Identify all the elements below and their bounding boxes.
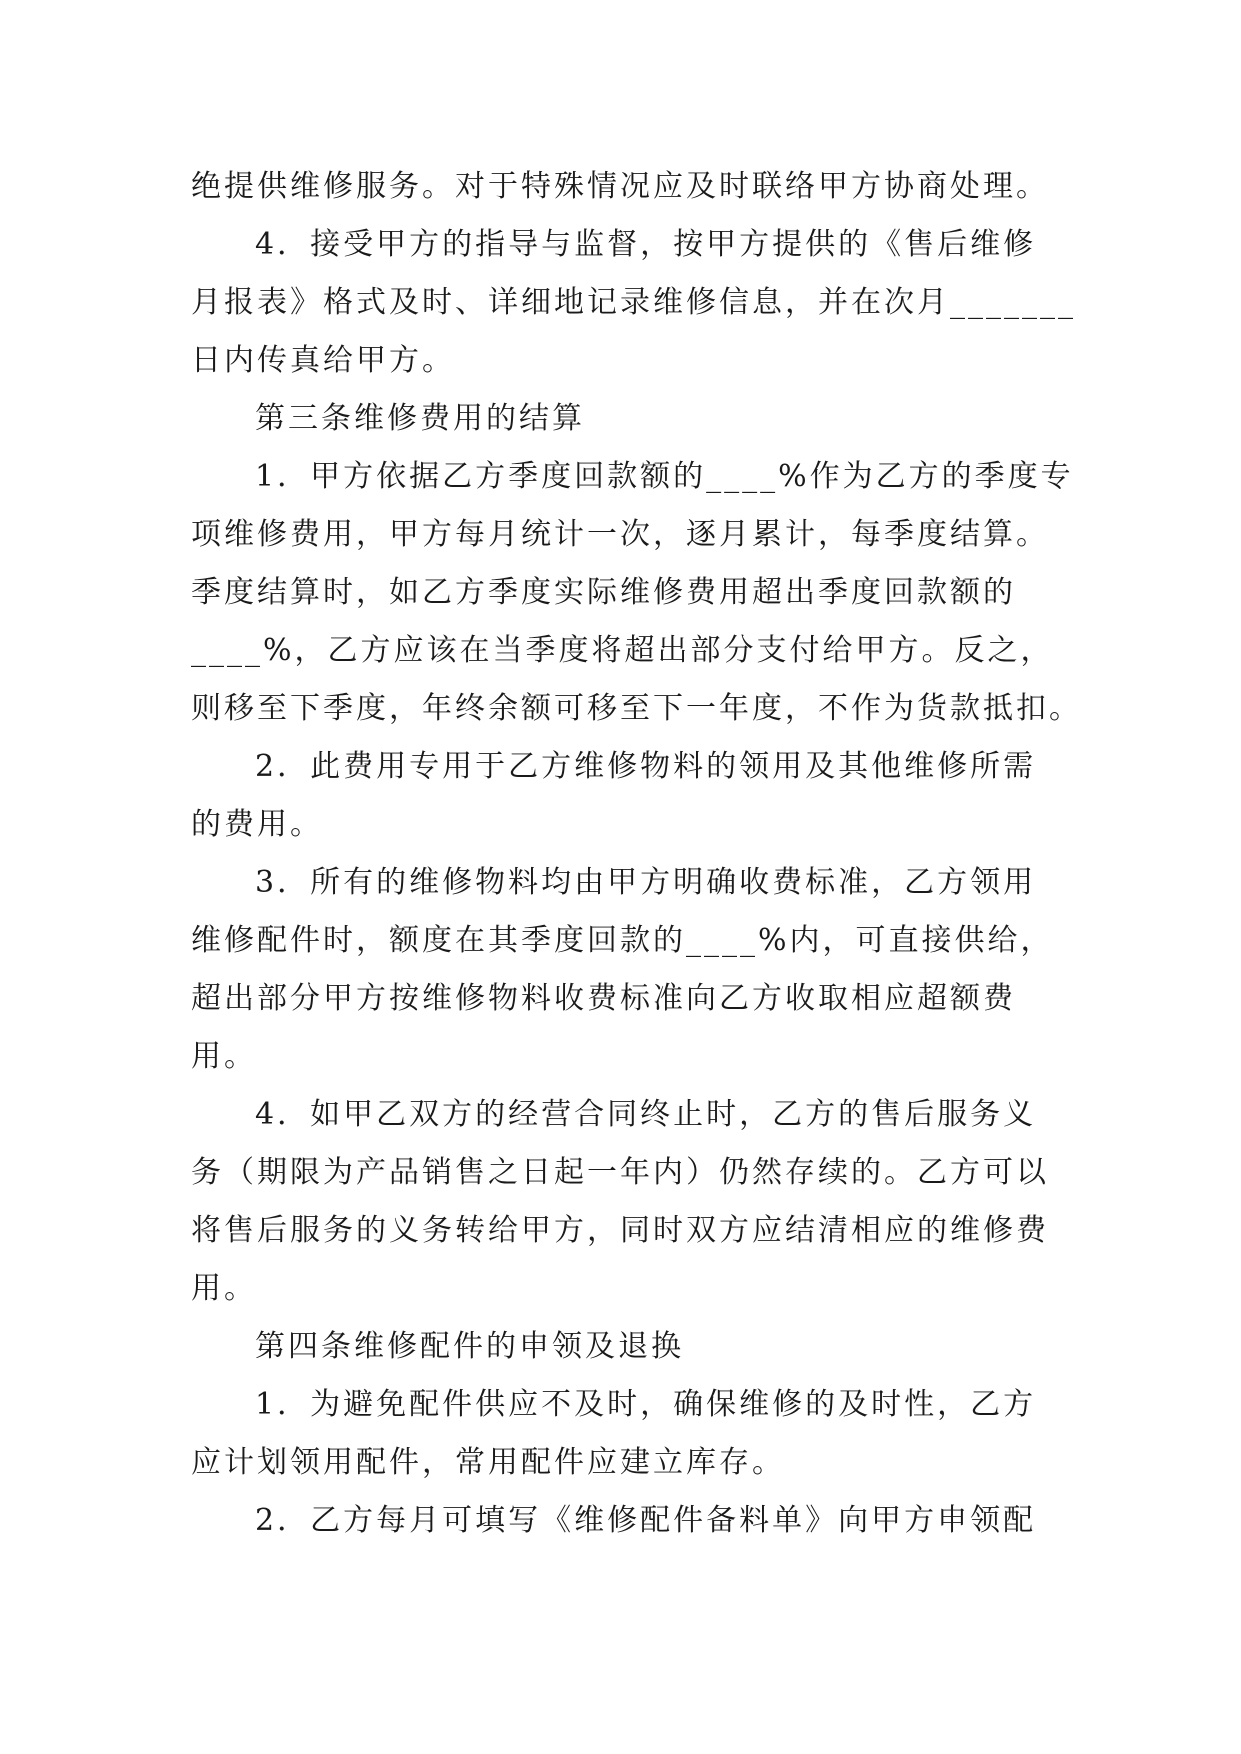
text-line: 的费用。 <box>191 807 323 842</box>
text-line: 1．为避免配件供应不及时，确保维修的及时性，乙方 <box>255 1387 1037 1422</box>
text-line: 维修配件时，额度在其季度回款的____%内，可直接供给， <box>191 923 1054 958</box>
text-line: 务（期限为产品销售之日起一年内）仍然存续的。乙方可以 <box>191 1155 1049 1190</box>
text-line: 则移至下季度，年终余额可移至下一年度，不作为货款抵扣。 <box>191 691 1082 726</box>
text-line: 2．乙方每月可填写《维修配件备料单》向甲方申领配 <box>255 1503 1037 1538</box>
text-line: 用。 <box>191 1271 257 1306</box>
text-line: 3．所有的维修物料均由甲方明确收费标准，乙方领用 <box>255 865 1037 900</box>
text-line: 将售后服务的义务转给甲方，同时双方应结清相应的维修费 <box>191 1213 1049 1248</box>
text-line: 项维修费用，甲方每月统计一次，逐月累计，每季度结算。 <box>191 517 1049 552</box>
section-heading: 第四条维修配件的申领及退换 <box>255 1329 684 1364</box>
text-line: 季度结算时，如乙方季度实际维修费用超出季度回款额的 <box>191 575 1016 610</box>
text-line: 2．此费用专用于乙方维修物料的领用及其他维修所需 <box>255 749 1037 784</box>
document-body <box>191 158 1082 1550</box>
text-line: ____%，乙方应该在当季度将超出部分支付给甲方。反之， <box>191 633 1054 668</box>
section-heading: 第三条维修费用的结算 <box>255 401 585 436</box>
text-line: 月报表》格式及时、详细地记录维修信息，并在次月_______ <box>191 285 1076 320</box>
text-line: 应计划领用配件，常用配件应建立库存。 <box>191 1445 785 1480</box>
text-line: 绝提供维修服务。对于特殊情况应及时联络甲方协商处理。 <box>191 169 1049 204</box>
text-line: 1．甲方依据乙方季度回款额的____%作为乙方的季度专 <box>255 459 1074 494</box>
text-line: 4．如甲乙双方的经营合同终止时，乙方的售后服务义 <box>255 1097 1037 1132</box>
text-line: 4．接受甲方的指导与监督，按甲方提供的《售后维修 <box>255 227 1037 262</box>
text-line: 超出部分甲方按维修物料收费标准向乙方收取相应超额费 <box>191 981 1016 1016</box>
text-line: 日内传真给甲方。 <box>191 343 455 378</box>
text-line: 用。 <box>191 1039 257 1074</box>
